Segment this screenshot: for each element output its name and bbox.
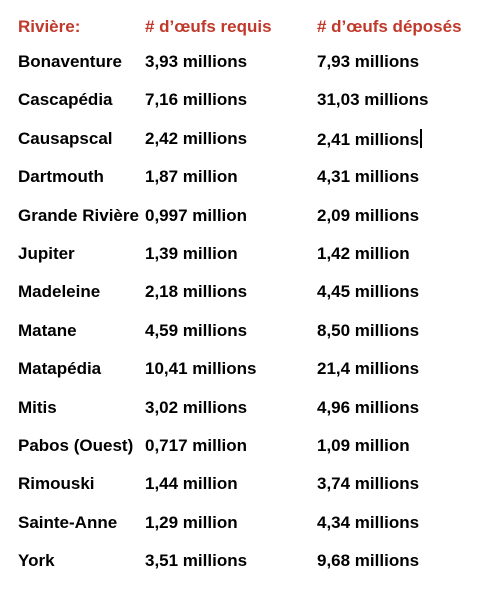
eggs-required: 0,997 million xyxy=(145,205,248,225)
eggs-required: 1,44 million xyxy=(145,474,238,494)
eggs-deposited: 7,93 millions xyxy=(317,52,420,71)
table-row xyxy=(0,394,480,432)
river-name: Matane xyxy=(18,320,77,340)
eggs-deposited: 2,09 millions xyxy=(317,205,420,225)
eggs-required: 10,41 millions xyxy=(145,359,257,379)
river-name: Madeleine xyxy=(18,282,101,302)
table-row xyxy=(0,48,480,86)
table-row xyxy=(0,355,480,393)
river-name: York xyxy=(18,551,55,571)
table-row xyxy=(0,240,480,278)
eggs-required: 3,02 millions xyxy=(145,397,248,417)
header-eggs-deposited: # d’œufs déposés xyxy=(317,17,462,36)
river-name: Jupiter xyxy=(18,243,75,263)
table-row xyxy=(0,509,480,547)
eggs-deposited: 31,03 millions xyxy=(317,90,429,110)
eggs-deposited: 4,34 millions xyxy=(317,512,420,532)
eggs-deposited: 8,50 millions xyxy=(317,320,420,340)
table-row xyxy=(0,125,480,163)
eggs-required: 1,87 million xyxy=(145,167,238,187)
river-name: Dartmouth xyxy=(18,167,104,187)
river-name: Matapédia xyxy=(18,359,102,379)
eggs-deposited-cell[interactable] xyxy=(317,129,422,150)
river-name: Cascapédia xyxy=(18,90,113,110)
header-eggs-required: # d’œufs requis xyxy=(145,17,272,36)
table-row xyxy=(0,86,480,124)
eggs-required: 2,42 millions xyxy=(145,128,248,148)
table-row xyxy=(0,278,480,316)
text-cursor xyxy=(420,129,422,148)
eggs-required: 2,18 millions xyxy=(145,282,248,302)
table-row xyxy=(0,547,480,585)
eggs-required: 3,51 millions xyxy=(145,551,248,571)
eggs-required: 1,29 million xyxy=(145,512,238,532)
eggs-deposited: 2,41 millions xyxy=(317,129,420,149)
eggs-deposited: 3,74 millions xyxy=(317,474,420,494)
eggs-required: 0,717 million xyxy=(145,435,248,455)
eggs-required: 7,16 millions xyxy=(145,90,248,110)
river-name: Rimouski xyxy=(18,474,95,494)
river-name: Mitis xyxy=(18,397,57,417)
table-row xyxy=(0,432,480,470)
river-name: Grande Rivière xyxy=(18,205,139,225)
table-header xyxy=(0,0,480,48)
river-name: Pabos (Ouest) xyxy=(18,435,134,455)
eggs-deposited: 4,31 millions xyxy=(317,167,420,187)
river-name: Bonaventure xyxy=(18,52,122,71)
table-row xyxy=(0,317,480,355)
eggs-deposited: 4,45 millions xyxy=(317,282,420,302)
eggs-required: 4,59 millions xyxy=(145,320,248,340)
eggs-deposited: 21,4 millions xyxy=(317,359,420,379)
eggs-deposited: 1,42 million xyxy=(317,243,410,263)
table-row xyxy=(0,163,480,201)
river-name: Sainte-Anne xyxy=(18,512,118,532)
eggs-deposited: 9,68 millions xyxy=(317,551,420,571)
table-row xyxy=(0,470,480,508)
table-row xyxy=(0,202,480,240)
eggs-deposited: 4,96 millions xyxy=(317,397,420,417)
eggs-required: 3,93 millions xyxy=(145,52,248,71)
river-name: Causapscal xyxy=(18,128,113,148)
header-river: Rivière: xyxy=(18,17,81,36)
eggs-required: 1,39 million xyxy=(145,243,238,263)
eggs-deposited: 1,09 million xyxy=(317,435,410,455)
